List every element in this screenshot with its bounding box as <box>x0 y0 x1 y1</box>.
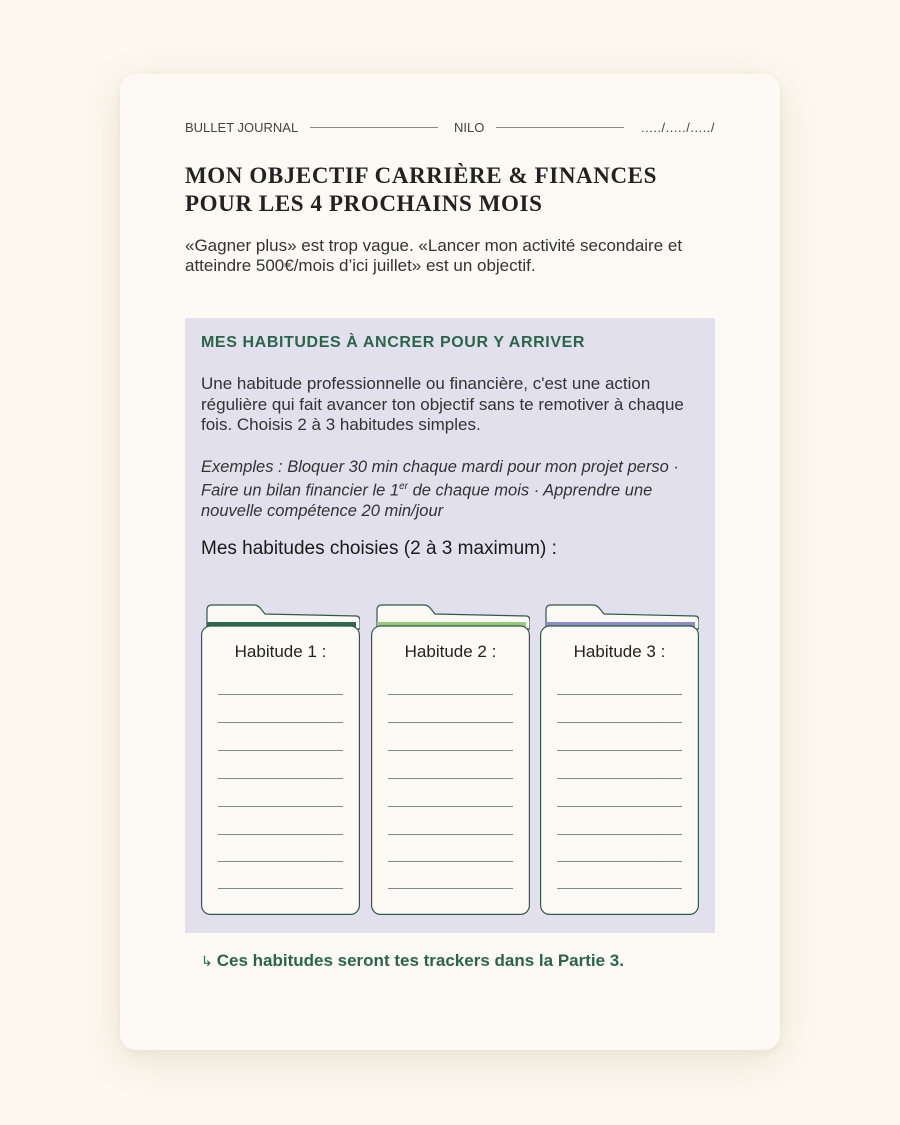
writing-line[interactable] <box>218 750 343 751</box>
habit-folder-3 <box>540 604 699 915</box>
chosen-habits-label: Mes habitudes choisies (2 à 3 maximum) : <box>201 538 557 559</box>
writing-line[interactable] <box>557 806 682 807</box>
habit-folder-1 <box>201 604 360 915</box>
footer-note <box>201 951 624 971</box>
writing-line[interactable] <box>388 694 513 695</box>
writing-line[interactable] <box>218 834 343 835</box>
habits-description: Une habitude professionnelle ou financière, c'est une action régulière qui fait avancer ton objectif sans te remotiver à chaque fois. Choisis 2 à 3 habitudes simples. <box>201 374 684 434</box>
author-name: NILO <box>454 120 485 135</box>
habit-2-label: Habitude 2 : <box>404 642 497 661</box>
arrow-icon: ↳ <box>201 953 213 969</box>
writing-line[interactable] <box>218 778 343 779</box>
page-header <box>185 118 715 138</box>
writing-line[interactable] <box>557 722 682 723</box>
writing-line[interactable] <box>388 806 513 807</box>
writing-line[interactable] <box>218 722 343 723</box>
writing-line[interactable] <box>557 834 682 835</box>
writing-line[interactable] <box>557 861 682 862</box>
writing-line[interactable] <box>557 888 682 889</box>
habit-3-label: Habitude 3 : <box>573 642 666 661</box>
writing-line[interactable] <box>388 750 513 751</box>
habits-examples: Exemples : Bloquer 30 min chaque mardi pour mon projet perso · Faire un bilan financier le 1er de chaque mois · Apprendre une nouvelle compétence 20 min/jour <box>201 458 679 520</box>
intro-text: «Gagner plus» est trop vague. «Lancer mon activité secondaire et atteindre 500€/mois d’ici juillet» est un objectif. <box>185 236 683 275</box>
writing-line[interactable] <box>388 834 513 835</box>
header-divider <box>496 127 624 128</box>
habits-box <box>185 318 715 933</box>
writing-line[interactable] <box>557 750 682 751</box>
writing-line[interactable] <box>388 778 513 779</box>
writing-line[interactable] <box>557 778 682 779</box>
writing-line[interactable] <box>557 694 682 695</box>
habit-1-label: Habitude 1 : <box>234 642 327 661</box>
footer-note-text: Ces habitudes seront tes trackers dans la Partie 3. <box>216 951 624 970</box>
writing-line[interactable] <box>388 888 513 889</box>
header-divider <box>310 127 438 128</box>
writing-line[interactable] <box>218 694 343 695</box>
brand-label: BULLET JOURNAL <box>185 120 299 135</box>
writing-line[interactable] <box>218 861 343 862</box>
page-title: MON OBJECTIF CARRIÈRE & FINANCES POUR LES 4 PROCHAINS MOIS <box>185 163 657 216</box>
writing-line[interactable] <box>218 806 343 807</box>
date-field[interactable]: ...../...../...../ <box>640 120 715 135</box>
habit-folder-2 <box>371 604 530 915</box>
journal-page <box>120 74 780 1050</box>
writing-line[interactable] <box>388 722 513 723</box>
habits-heading: MES HABITUDES À ANCRER POUR Y ARRIVER <box>201 334 586 351</box>
writing-line[interactable] <box>218 888 343 889</box>
writing-line[interactable] <box>388 861 513 862</box>
